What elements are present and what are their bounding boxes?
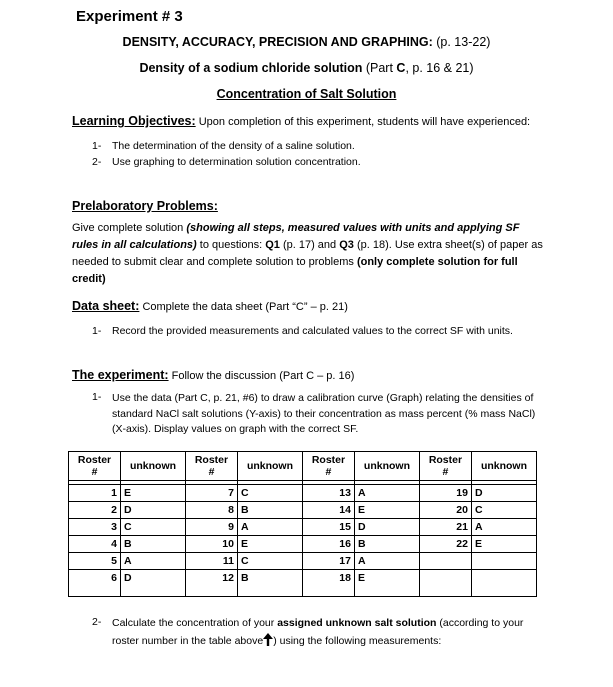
experiment-item-1-number: 1- <box>92 391 102 403</box>
prelab-heading: Prelaboratory Problems: <box>72 199 218 213</box>
datasheet-line <box>72 299 348 313</box>
list-text: The determination of the density of a saline solution. <box>112 140 355 152</box>
unknown-letter: B <box>237 570 302 597</box>
roster-number: 7 <box>185 485 237 502</box>
table-row <box>69 502 537 519</box>
learning-objectives-intro: Upon completion of this experiment, students will have experienced: <box>195 116 531 128</box>
roster-hash: # <box>325 466 332 478</box>
unknown-letter: D <box>121 502 186 519</box>
arrow-up-icon <box>263 633 273 646</box>
prelab-text: Give complete solution <box>72 222 187 234</box>
subtitle-nacl-pages: , p. 16 & 21) <box>405 61 474 75</box>
roster-hash: # <box>442 466 449 478</box>
unknown-letter: B <box>354 536 419 553</box>
roster-number: 2 <box>69 502 121 519</box>
roster-number: 8 <box>185 502 237 519</box>
experiment-item-2-number: 2- <box>92 616 102 628</box>
roster-number: 21 <box>419 519 471 536</box>
unknown-letter: A <box>471 519 536 536</box>
roster-number <box>419 553 471 570</box>
item-2-emphasis: assigned unknown salt solution <box>277 617 437 629</box>
learning-objectives <box>72 114 530 128</box>
subtitle-sodium-chloride <box>0 61 613 75</box>
roster-number: 13 <box>302 485 354 502</box>
unknown-letter: B <box>237 502 302 519</box>
unknown-header: unknown <box>237 452 302 481</box>
experiment-heading: The experiment: <box>72 368 169 382</box>
unknown-letter <box>471 570 536 597</box>
roster-number: 5 <box>69 553 121 570</box>
table-row <box>69 519 537 536</box>
subtitle-density-pages: (p. 13-22) <box>432 35 491 49</box>
subtitle-nacl-part: (Part <box>362 61 397 75</box>
unknown-letter: C <box>237 553 302 570</box>
table-row <box>69 536 537 553</box>
roster-number: 3 <box>69 519 121 536</box>
roster-hash: # <box>91 466 98 478</box>
unknown-letter: B <box>121 536 186 553</box>
roster-label: Roster <box>77 454 112 466</box>
list-text: Use graphing to determination solution concentration. <box>112 156 361 168</box>
roster-number: 12 <box>185 570 237 597</box>
learning-item-2 <box>92 156 361 168</box>
unknown-letter: E <box>354 570 419 597</box>
item-2-text: ) using the following measurements: <box>273 635 442 647</box>
learning-objectives-heading: Learning Objectives: <box>72 114 196 128</box>
unknown-letter: E <box>237 536 302 553</box>
learning-item-1 <box>92 140 355 152</box>
list-number: 1- <box>92 140 102 152</box>
datasheet-intro: Complete the data sheet (Part “C” – p. 21) <box>139 301 348 313</box>
datasheet-item-1 <box>92 325 513 337</box>
roster-hash: # <box>208 466 215 478</box>
roster-number: 17 <box>302 553 354 570</box>
experiment-item-2-text <box>112 614 544 650</box>
unknown-letter: C <box>237 485 302 502</box>
roster-number: 1 <box>69 485 121 502</box>
prelab-credit-note: (only complete solution for full credit) <box>72 256 518 285</box>
prelab-emphasis: (showing all steps, measured values with units and applying SF rules in all calculations) <box>72 222 520 251</box>
unknown-letter: D <box>471 485 536 502</box>
roster-number: 19 <box>419 485 471 502</box>
list-number: 2- <box>92 156 102 168</box>
subtitle-concentration: Concentration of Salt Solution <box>216 87 397 101</box>
experiment-intro: Follow the discussion (Part C – p. 16) <box>168 370 355 382</box>
roster-number: 14 <box>302 502 354 519</box>
unknown-letter: C <box>121 519 186 536</box>
table-header-row <box>69 452 537 481</box>
unknown-letter: D <box>354 519 419 536</box>
roster-label: Roster <box>311 454 346 466</box>
subtitle-nacl-part-letter: C <box>396 61 406 75</box>
unknown-header: unknown <box>354 452 419 481</box>
roster-number: 11 <box>185 553 237 570</box>
roster-number: 18 <box>302 570 354 597</box>
roster-number <box>419 570 471 597</box>
unknown-letter: A <box>121 553 186 570</box>
prelab-q3: Q3 <box>339 239 354 251</box>
table-row <box>69 485 537 502</box>
subtitle-density <box>0 35 613 49</box>
table-row <box>69 570 537 597</box>
roster-label: Roster <box>194 454 229 466</box>
table-row <box>69 553 537 570</box>
roster-number: 4 <box>69 536 121 553</box>
unknown-letter: C <box>471 502 536 519</box>
roster-header <box>302 452 354 481</box>
prelab-paragraph <box>72 220 547 288</box>
roster-header <box>69 452 121 481</box>
experiment-line <box>72 368 354 382</box>
unknown-letter: A <box>354 553 419 570</box>
roster-number: 6 <box>69 570 121 597</box>
unknown-letter <box>471 553 536 570</box>
roster-number: 9 <box>185 519 237 536</box>
roster-label: Roster <box>428 454 463 466</box>
roster-number: 22 <box>419 536 471 553</box>
roster-table <box>68 451 537 597</box>
roster-number: 16 <box>302 536 354 553</box>
list-number: 1- <box>92 325 102 337</box>
prelab-text: to questions: <box>196 239 266 251</box>
unknown-letter: A <box>237 519 302 536</box>
unknown-letter: A <box>354 485 419 502</box>
prelab-text: (p. 17) and <box>279 239 340 251</box>
prelab-text: (p. 18). Use extra sheet(s) of paper as needed to submit clear and complete solution to problems <box>72 239 543 268</box>
unknown-letter: E <box>121 485 186 502</box>
experiment-title: Experiment # 3 <box>76 8 183 25</box>
roster-number: 15 <box>302 519 354 536</box>
subtitle-density-bold: DENSITY, ACCURACY, PRECISION AND GRAPHING: <box>122 35 433 49</box>
list-text: Record the provided measurements and calculated values to the correct SF with units. <box>112 325 513 337</box>
experiment-item-1-text: Use the data (Part C, p. 21, #6) to draw a calibration curve (Graph) relating the densities of standard NaCl salt solutions (Y-axis) to their concentration as mass percent (% mass NaCl) (X-axis). Display values on graph with the correct SF. <box>112 392 536 435</box>
unknown-header: unknown <box>471 452 536 481</box>
roster-header <box>419 452 471 481</box>
item-2-text: (according to your roster number in the table above <box>112 617 524 647</box>
unknown-header: unknown <box>121 452 186 481</box>
subtitle-nacl-bold: Density of a sodium chloride solution <box>139 61 363 75</box>
roster-header <box>185 452 237 481</box>
datasheet-heading: Data sheet: <box>72 299 140 313</box>
unknown-letter: E <box>471 536 536 553</box>
unknown-letter: E <box>354 502 419 519</box>
item-2-text: Calculate the concentration of your <box>112 617 278 629</box>
unknown-letter: D <box>121 570 186 597</box>
prelab-q1: Q1 <box>265 239 280 251</box>
roster-number: 10 <box>185 536 237 553</box>
roster-number: 20 <box>419 502 471 519</box>
